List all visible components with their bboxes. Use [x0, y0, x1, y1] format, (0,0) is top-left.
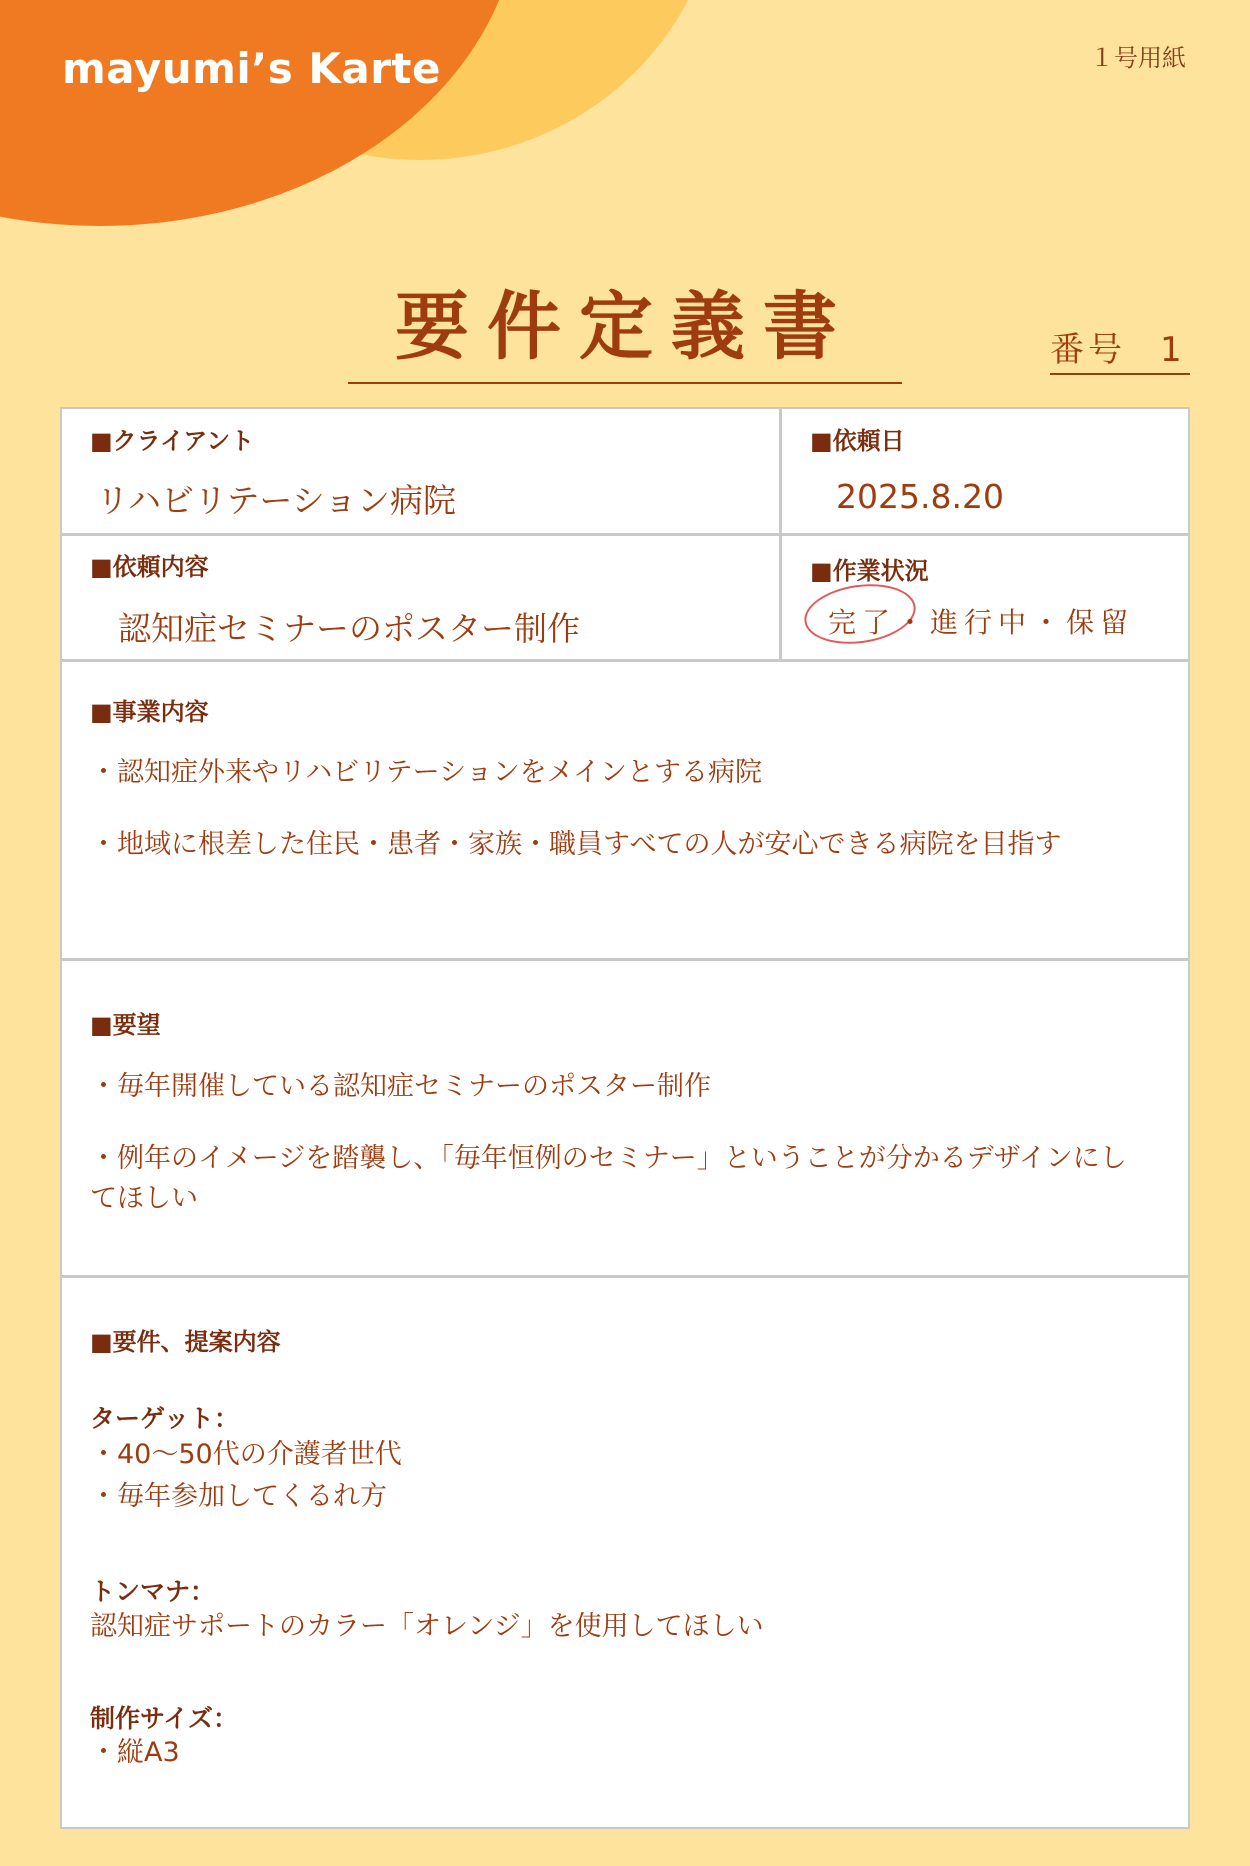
- target-item: ・毎年参加してくるれ方: [90, 1481, 387, 1512]
- work-status-options: [828, 601, 1134, 641]
- size-label: 制作サイズ：: [90, 1704, 239, 1733]
- row-divider: [62, 958, 1188, 961]
- row-divider: [62, 1275, 1188, 1278]
- work-status-label: ■作業状況: [810, 557, 929, 585]
- demand-item: ・例年のイメージを踏襲し、「毎年恒例のセミナー」ということが分かるデザインにしてほしい: [90, 1143, 1127, 1214]
- requirements-label: ■要件、提案内容: [90, 1328, 281, 1356]
- request-content-value: 認知症セミナーのポスター制作: [118, 609, 580, 648]
- request-date-label: ■依頼日: [810, 427, 905, 455]
- business-label: ■事業内容: [90, 698, 209, 726]
- demands-label: ■要望: [90, 1011, 161, 1039]
- target-label: ターゲット：: [90, 1404, 240, 1433]
- status-option-in-progress[interactable]: 進行中: [930, 606, 1033, 639]
- row-divider: [62, 659, 1188, 662]
- status-separator: ・: [1032, 606, 1067, 639]
- brand-name: mayumi’s Karte: [62, 44, 441, 93]
- paper-size-label: １号用紙: [1090, 44, 1186, 72]
- document-number-value: 1: [1160, 330, 1182, 370]
- document-number-label: 番号: [1050, 330, 1126, 370]
- tone-label: トンマナ：: [90, 1577, 216, 1606]
- business-item: ・認知症外来やリハビリテーションをメインとする病院: [90, 757, 763, 788]
- tone-value: 認知症サポートのカラー「オレンジ」を使用してほしい: [90, 1611, 764, 1642]
- row-divider: [62, 533, 1188, 536]
- status-option-on-hold[interactable]: 保留: [1066, 606, 1135, 639]
- size-item: ・縦A3: [90, 1737, 180, 1768]
- request-content-label: ■依頼内容: [90, 553, 209, 581]
- request-date-value: 2025.8.20: [836, 477, 1004, 516]
- status-option-complete[interactable]: 完了: [828, 606, 897, 639]
- demand-item: ・毎年開催している認知症セミナーのポスター制作: [90, 1071, 711, 1102]
- document-number: [1050, 322, 1190, 375]
- client-label: ■クライアント: [90, 427, 255, 455]
- client-value: リハビリテーション病院: [96, 481, 457, 520]
- status-separator: ・: [896, 606, 931, 639]
- business-item: ・地域に根差した住民・患者・家族・職員すべての人が安心できる病院を目指す: [90, 829, 1062, 860]
- target-item: ・40〜50代の介護者世代: [90, 1439, 402, 1470]
- document-title: 要件定義書: [348, 268, 902, 384]
- requirements-sheet: [60, 407, 1190, 1829]
